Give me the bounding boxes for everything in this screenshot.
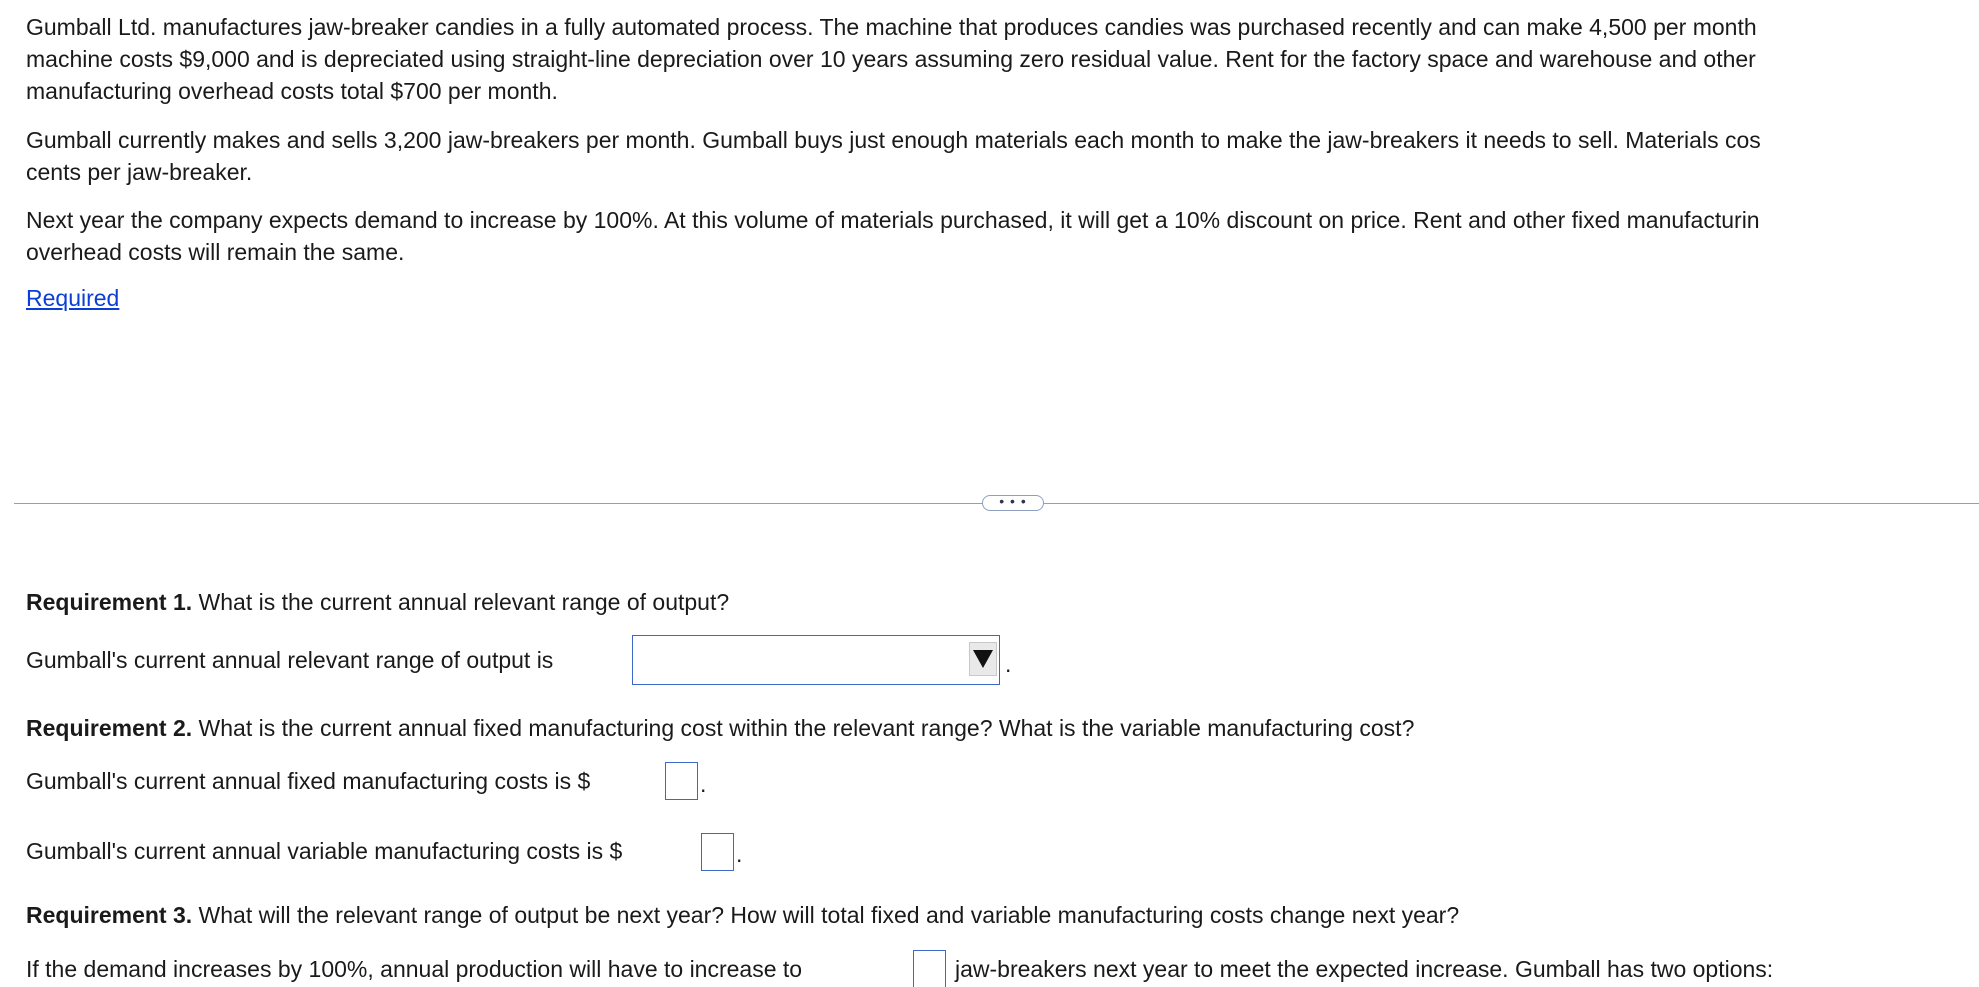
period: . xyxy=(736,841,743,867)
problem-text-line: cents per jaw-breaker. xyxy=(26,159,253,185)
problem-text-line: manufacturing overhead costs total $700 per month. xyxy=(26,78,558,104)
ellipsis-icon: • • • xyxy=(999,493,1027,509)
requirement-2-question: What is the current annual fixed manufacturing cost within the relevant range? What is the variable manufacturing cost? xyxy=(192,715,1415,741)
variable-cost-sentence: Gumball's current annual variable manufacturing costs is $ xyxy=(26,838,623,864)
requirement-3-sentence-end: jaw-breakers next year to meet the expected increase. Gumball has two options: xyxy=(955,956,1774,982)
requirement-1-sentence: Gumball's current annual relevant range of output is xyxy=(26,647,554,673)
requirement-3-question: What will the relevant range of output be next year? How will total fixed and variable manufacturing costs change next year? xyxy=(192,902,1460,928)
problem-text-line: overhead costs will remain the same. xyxy=(26,239,405,265)
period: . xyxy=(1005,651,1012,677)
period: . xyxy=(700,771,707,797)
variable-cost-input[interactable] xyxy=(701,833,734,871)
problem-text-line: Next year the company expects demand to increase by 100%. At this volume of materials purchased, it will get a 10% discount on price. Rent and other fixed manufacturin xyxy=(26,207,1760,233)
fixed-cost-sentence: Gumball's current annual fixed manufacturing costs is $ xyxy=(26,768,591,794)
requirement-3-sentence xyxy=(26,953,802,985)
requirement-2-label: Requirement 2. xyxy=(26,715,193,741)
relevant-range-dropdown[interactable] xyxy=(632,635,1000,685)
production-input[interactable] xyxy=(913,950,946,987)
problem-text-line: Gumball Ltd. manufactures jaw-breaker candies in a fully automated process. The machine that produces candies was purchased recently and can make 4,500 per month xyxy=(26,14,1757,40)
dropdown-arrow-button[interactable] xyxy=(969,642,997,676)
requirement-1-label: Requirement 1. xyxy=(26,589,193,615)
requirement-3-label: Requirement 3. xyxy=(26,902,193,928)
expand-more-button[interactable] xyxy=(982,495,1044,511)
required-link[interactable]: Required xyxy=(26,285,120,311)
problem-text-line: machine costs $9,000 and is depreciated using straight-line depreciation over 10 years assuming zero residual value. Rent for the factory space and warehouse and other xyxy=(26,46,1756,72)
requirement-2-heading xyxy=(26,712,1414,744)
requirement-1-heading xyxy=(26,586,729,618)
triangle-down-icon xyxy=(973,650,993,668)
fixed-cost-input[interactable] xyxy=(665,762,698,800)
requirement-3-sentence-start: If the demand increases by 100%, annual production will have to increase to xyxy=(26,956,803,982)
requirement-1-question: What is the current annual relevant range of output? xyxy=(192,589,730,615)
requirement-3-heading xyxy=(26,899,1459,931)
problem-text-line: Gumball currently makes and sells 3,200 jaw-breakers per month. Gumball buys just enough materials each month to make the jaw-breakers it needs to sell. Materials cos xyxy=(26,127,1761,153)
